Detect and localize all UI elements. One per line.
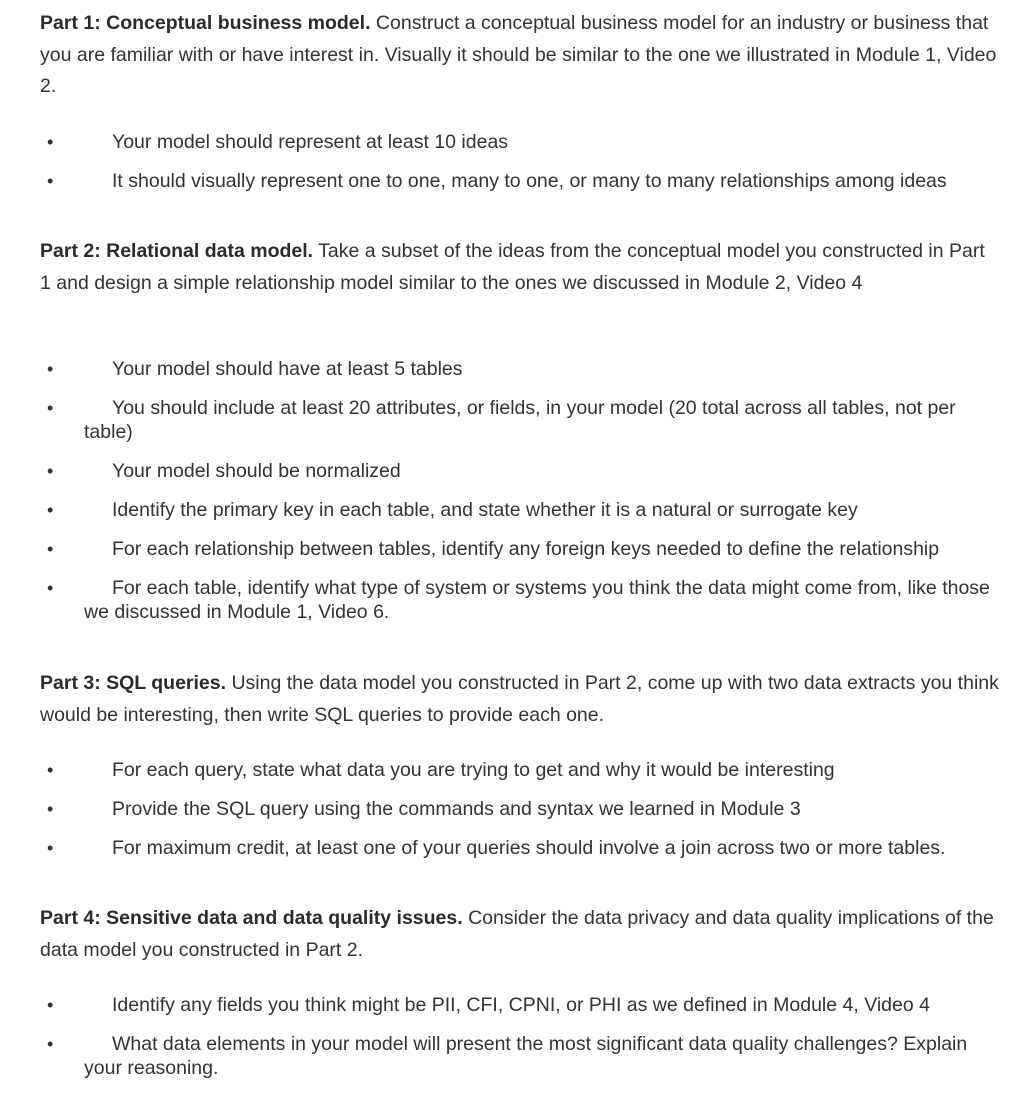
list-item: • What data elements in your model will present the most significant data quality challenges? Explain your reasoning. [47, 1033, 968, 1079]
part-1-bullets [40, 130, 1000, 208]
part-4-paragraph [40, 903, 1000, 966]
bullet-icon: • [47, 461, 54, 481]
bullet-icon: • [47, 398, 54, 418]
bullet-icon: • [47, 799, 54, 819]
bullet-icon: • [47, 539, 54, 559]
part-2-bullets [40, 357, 1000, 639]
part-4-heading: Part 4: Sensitive data and data quality issues. [40, 907, 463, 929]
bullet-icon: • [47, 171, 54, 191]
part-1-section [40, 8, 1000, 103]
list-item: • For each relationship between tables, identify any foreign keys needed to define the relationship [47, 538, 940, 560]
part-1-heading: Part 1: Conceptual business model. [40, 12, 371, 34]
part-1-paragraph [40, 8, 1000, 103]
list-item: • Provide the SQL query using the commands and syntax we learned in Module 3 [47, 798, 801, 820]
part-4-bullets [40, 993, 1000, 1095]
list-item: • You should include at least 20 attributes, or fields, in your model (20 total across all tables, not per table) [47, 397, 956, 443]
list-item: • For maximum credit, at least one of your queries should involve a join across two or more tables. [47, 837, 946, 859]
part-3-heading: Part 3: SQL queries. [40, 672, 227, 694]
part-2-body: Take a subset of the ideas from the conceptual model you constructed in Part 1 and design a simple relationship model similar to the ones we discussed in Module 2, Video 4 [40, 240, 985, 294]
part-2-section [40, 236, 1000, 299]
bullet-icon: • [47, 578, 54, 598]
bullet-icon: • [47, 359, 54, 379]
part-3-body: Using the data model you constructed in Part 2, come up with two data extracts you think would be interesting, then write SQL queries to provide each one. [40, 672, 999, 726]
list-item: • Your model should be normalized [47, 460, 401, 482]
bullet-icon: • [47, 132, 54, 152]
bullet-icon: • [47, 760, 54, 780]
list-item: • Identify the primary key in each table, and state whether it is a natural or surrogate key [47, 499, 858, 521]
list-item: • It should visually represent one to one, many to one, or many to many relationships among ideas [47, 170, 947, 192]
list-item: • Your model should represent at least 10 ideas [47, 131, 509, 153]
part-2-heading: Part 2: Relational data model. [40, 240, 314, 262]
bullet-icon: • [47, 995, 54, 1015]
part-4-body: Consider the data privacy and data quality implications of the data model you constructed in Part 2. [40, 907, 994, 961]
part-3-bullets [40, 758, 1000, 875]
list-item: • For each query, state what data you are trying to get and why it would be interesting [47, 759, 835, 781]
list-item: • Your model should have at least 5 tables [47, 358, 463, 380]
part-2-paragraph [40, 236, 1000, 299]
list-item: • Identify any fields you think might be PII, CFI, CPNI, or PHI as we defined in Module 4, Video 4 [47, 994, 930, 1016]
list-item: • For each table, identify what type of system or systems you think the data might come from, like those we discussed in Module 1, Video 6. [47, 577, 990, 623]
part-4-section [40, 903, 1000, 966]
part-1-body: Construct a conceptual business model for an industry or business that you are familiar with or have interest in. Visually it should be similar to the one we illustrated in Module 1, Video 2. [40, 12, 997, 97]
bullet-icon: • [47, 838, 54, 858]
bullet-icon: • [47, 500, 54, 520]
part-3-paragraph [40, 668, 1000, 731]
bullet-icon: • [47, 1034, 54, 1054]
part-3-section [40, 668, 1000, 731]
